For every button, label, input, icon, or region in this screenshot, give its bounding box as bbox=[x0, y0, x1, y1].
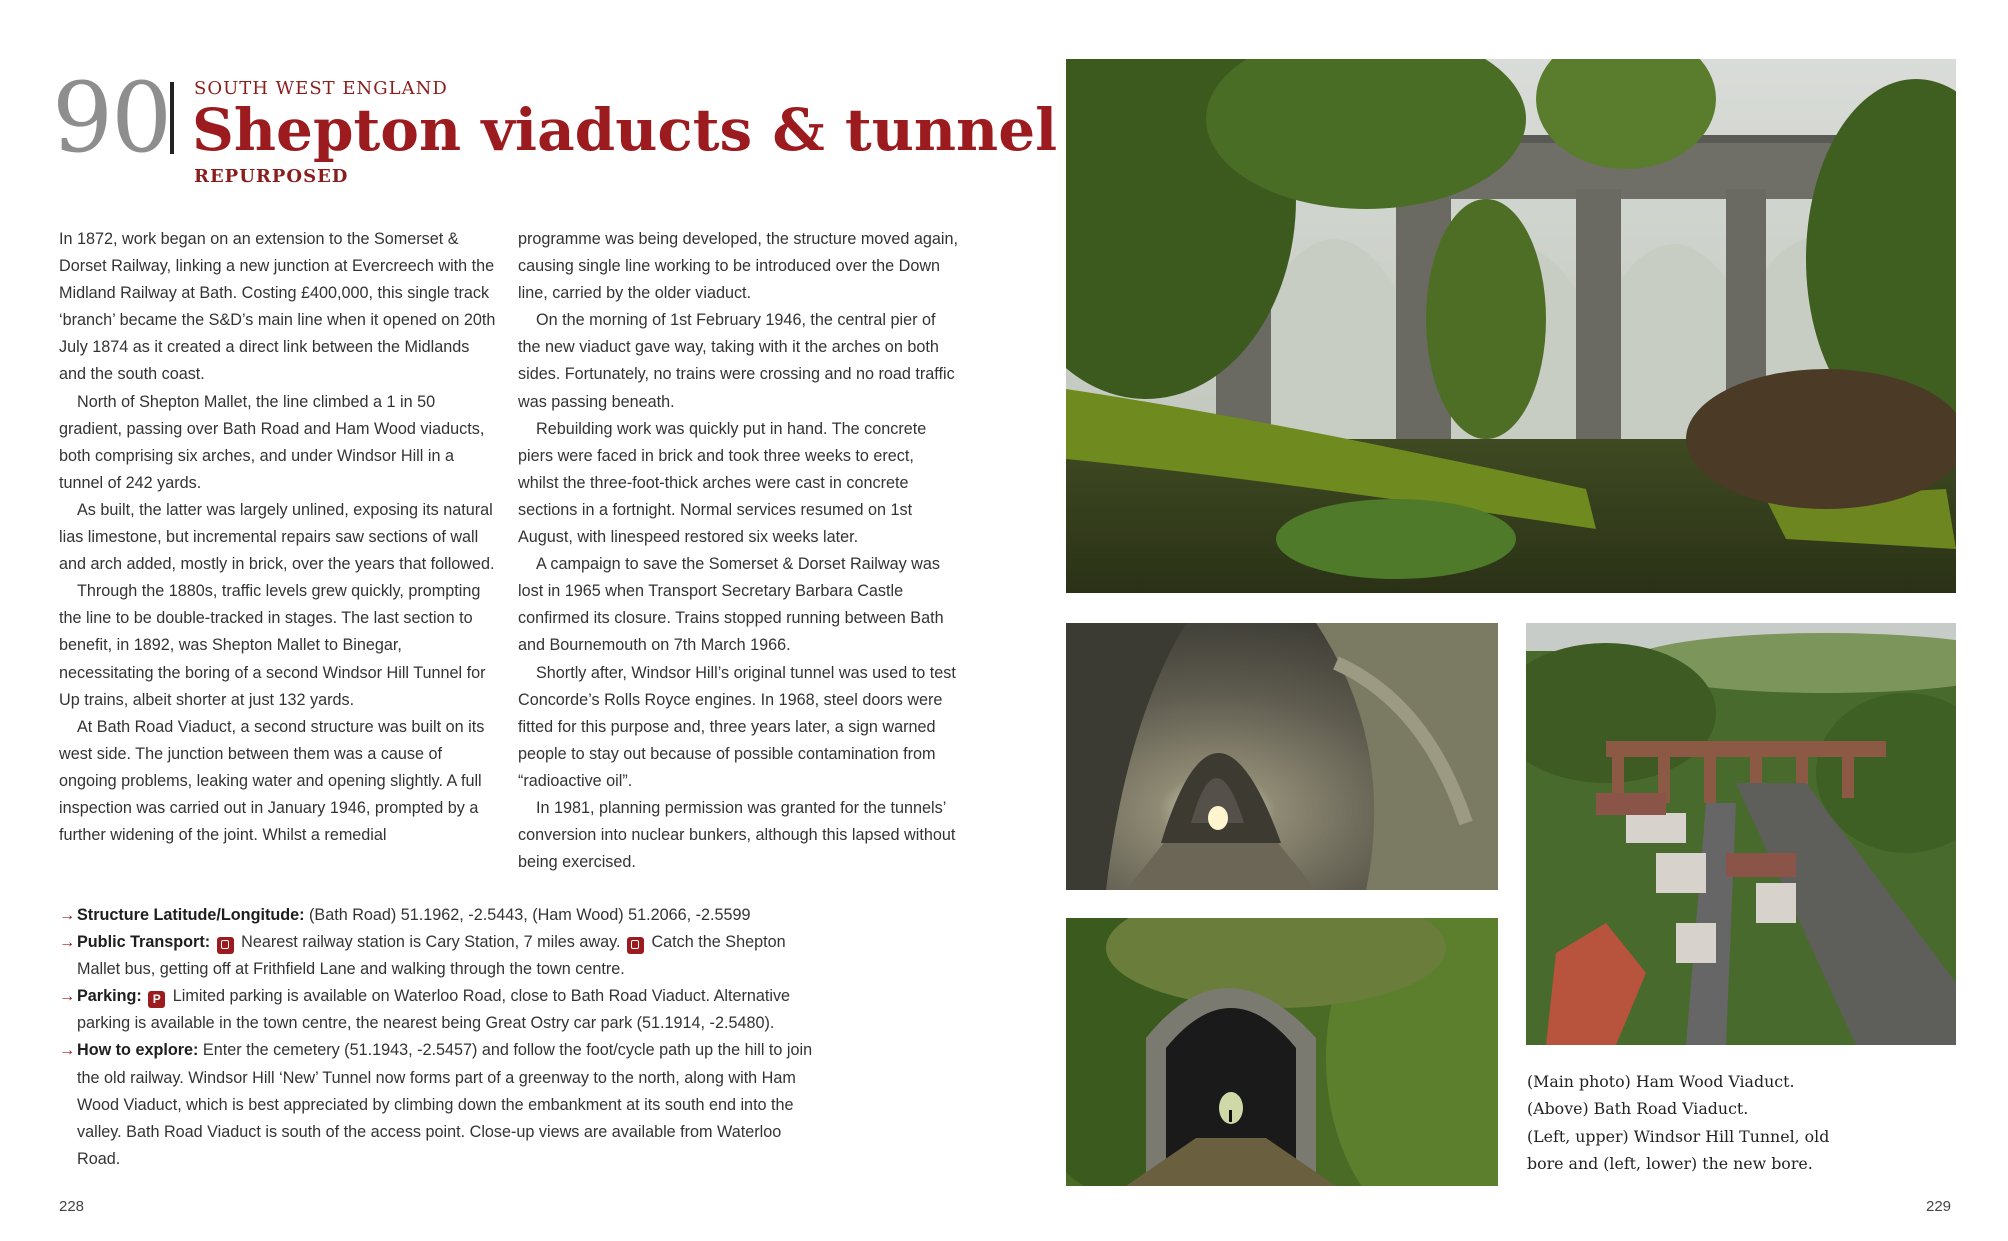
page-title: Shepton viaducts & tunnel bbox=[192, 96, 1058, 164]
train-icon bbox=[217, 937, 234, 954]
info-explore bbox=[59, 1037, 819, 1172]
info-text: Enter the cemetery (51.1943, -2.5457) and follow the foot/cycle path up the hill to join the old railway. Windsor Hill ‘New’ Tunnel now forms part of a greenway to the north, along with Ham Wood Viaduct, which is best appreciated by climbing down the embankment at its south end into the valley. Bath Road Viaduct is south of the access point. Close-up views are available from Waterloo Road. bbox=[77, 1041, 813, 1168]
info-text: (Bath Road) 51.1962, -2.5443, (Ham Wood) 51.2066, -2.5599 bbox=[309, 906, 751, 924]
paragraph: At Bath Road Viaduct, a second structure was built on its west side. The junction between them was a cause of ongoing problems, leaking water and opening slightly. A full inspection was carried out in January 1946, prompted by a further widening of the joint. Whilst a remedial bbox=[59, 717, 485, 845]
paragraph: In 1872, work began on an extension to the Somerset & Dorset Railway, linking a new junction at Evercreech with the Midland Railway at Bath. Costing £400,000, this single track ‘branch’ became the S&D’s main line when it opened on 20th July 1874 as it created a direct link between the Midlands and the south coast. bbox=[59, 230, 496, 384]
info-label: Parking: bbox=[77, 987, 142, 1006]
region-label: SOUTH WEST ENGLAND bbox=[194, 78, 448, 99]
info-text: Limited parking is available on Waterloo Road, close to Bath Road Viaduct. Alternative parking is available in the town centre, the nearest being Great Ostry car park (51.1914, -2.5480). bbox=[77, 987, 791, 1033]
paragraph: As built, the latter was largely unlined, exposing its natural lias limestone, but incremental repairs saw sections of wall and arch added, mostly in brick, over the years that followed. bbox=[59, 500, 495, 574]
ham-wood-viaduct-photo bbox=[1066, 59, 1956, 593]
subtitle-label: REPURPOSED bbox=[194, 166, 349, 187]
info-latlong bbox=[59, 902, 819, 929]
paragraph: On the morning of 1st February 1946, the central pier of the new viaduct gave way, taking with it the arches on both sides. Fortunately, no trains were crossing and no road traffic was passing beneath. bbox=[518, 311, 955, 411]
paragraph: Rebuilding work was quickly put in hand. The concrete piers were faced in brick and took three weeks to erect, whilst the three-foot-thick arches were cast in concrete sections in a fortnight. Normal services resumed on 1st August, with linespeed restored six weeks later. bbox=[518, 419, 927, 547]
photo-captions bbox=[1527, 1068, 1947, 1177]
info-label: How to explore: bbox=[77, 1041, 199, 1060]
info-text: Catch the Shepton Mallet bus, getting off at Frithfield Lane and walking through the town centre. bbox=[77, 933, 786, 979]
arrow-right-icon: → bbox=[59, 1041, 76, 1060]
windsor-hill-old-bore-photo bbox=[1066, 623, 1498, 890]
paragraph: In 1981, planning permission was granted for the tunnels’ conversion into nuclear bunkers, although this lapsed without being exercised. bbox=[518, 798, 956, 872]
title-divider bbox=[170, 82, 174, 154]
caption-line: bore and (left, lower) the new bore. bbox=[1527, 1153, 1813, 1173]
paragraph: North of Shepton Mallet, the line climbed a 1 in 50 gradient, passing over Bath Road and Ham Wood viaducts, both comprising six arches, and under Windsor Hill in a tunnel of 242 yards. bbox=[59, 392, 485, 492]
chapter-number: 90 bbox=[52, 62, 171, 174]
bus-icon bbox=[627, 937, 644, 954]
arrow-right-icon: → bbox=[59, 987, 76, 1006]
caption-line: (Left, upper) Windsor Hill Tunnel, old bbox=[1527, 1126, 1830, 1146]
windsor-hill-new-bore-photo bbox=[1066, 918, 1498, 1186]
caption-line: (Main photo) Ham Wood Viaduct. bbox=[1527, 1072, 1795, 1091]
arrow-right-icon: → bbox=[59, 933, 76, 952]
info-label: Public Transport: bbox=[77, 933, 211, 952]
paragraph: Through the 1880s, traffic levels grew quickly, prompting the line to be double-tracked in stages. The last section to benefit, in 1892, was Shepton Mallet to Binegar, necessitating the boring of a second Windsor Hill Tunnel for Up trains, albeit shorter at just 132 yards. bbox=[59, 582, 486, 709]
page-number-right: 229 bbox=[1926, 1198, 1952, 1215]
info-parking bbox=[59, 983, 819, 1037]
caption-line: (Above) Bath Road Viaduct. bbox=[1527, 1099, 1749, 1119]
info-label: Structure Latitude/Longitude: bbox=[77, 906, 305, 924]
paragraph: programme was being developed, the structure moved again, causing single line working to be introduced over the Down line, carried by the older viaduct. bbox=[518, 230, 959, 303]
paragraph: Shortly after, Windsor Hill’s original tunnel was used to test Concorde’s Rolls Royce engines. In 1968, steel doors were fitted for this purpose and, three years later, a sign warned people to stay out because of possible contamination from “radioactive oil”. bbox=[518, 663, 956, 790]
page-number-left: 228 bbox=[59, 1198, 85, 1215]
info-text: Nearest railway station is Cary Station, 7 miles away. bbox=[241, 933, 621, 952]
info-transport bbox=[59, 929, 819, 983]
paragraph: A campaign to save the Somerset & Dorset Railway was lost in 1965 when Transport Secretary Barbara Castle confirmed its closure. Trains stopped running between Bath and Bournemouth on 7th March 1966. bbox=[518, 555, 944, 655]
arrow-right-icon: → bbox=[59, 906, 76, 924]
visitor-info bbox=[59, 902, 819, 1173]
body-column-2 bbox=[518, 226, 958, 876]
body-column-1 bbox=[59, 226, 496, 849]
parking-icon: P bbox=[148, 991, 165, 1008]
bath-road-viaduct-photo bbox=[1526, 623, 1956, 1045]
